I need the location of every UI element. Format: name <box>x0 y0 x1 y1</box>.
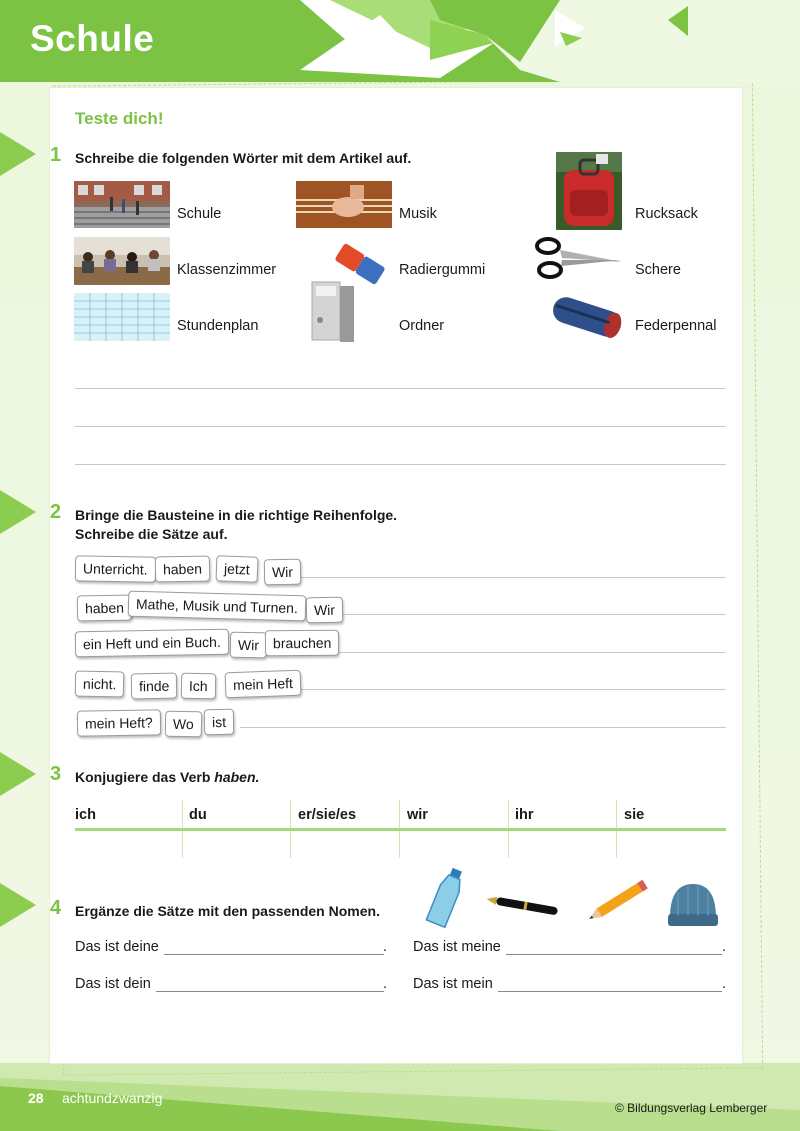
item-label: Schule <box>177 206 222 222</box>
period: . <box>722 976 727 992</box>
word-tile[interactable]: brauchen <box>265 630 340 657</box>
word-tile[interactable]: finde <box>131 673 178 700</box>
timetable-photo <box>74 293 170 341</box>
word-tile[interactable]: haben <box>155 556 210 583</box>
answer-cell-er-sie-es[interactable] <box>291 832 399 858</box>
answer-cell-du[interactable] <box>183 832 290 858</box>
fill-blank[interactable] <box>164 954 384 955</box>
fountain-pen-icon <box>484 894 568 918</box>
word-tile[interactable]: mein Heft? <box>77 709 161 736</box>
section-marker-2 <box>0 490 36 534</box>
word-tile[interactable]: ist <box>204 709 234 736</box>
answer-cell-ihr[interactable] <box>509 832 616 858</box>
page-number-word: achtundzwanzig <box>62 1090 163 1106</box>
table-header-rule <box>75 828 726 831</box>
table-header: ihr <box>515 807 534 823</box>
item-label: Ordner <box>399 318 445 334</box>
item-label: Stundenplan <box>177 318 259 334</box>
instruction-verb: haben. <box>214 769 260 785</box>
section-marker-4 <box>0 883 36 927</box>
answer-cell-wir[interactable] <box>400 832 508 858</box>
item-label: Klassenzimmer <box>177 262 277 278</box>
writing-line[interactable] <box>75 388 726 389</box>
backpack-photo <box>556 152 622 230</box>
exercise-number: 1 <box>50 144 62 166</box>
page-number: 28 <box>28 1090 44 1106</box>
sentence-prompt: Das ist mein <box>413 976 493 992</box>
word-tile[interactable]: ein Heft und ein Buch. <box>75 629 229 658</box>
item-label: Federpennal <box>635 318 717 334</box>
item-label: Musik <box>399 206 437 222</box>
water-bottle-icon <box>424 866 470 930</box>
pencil-icon <box>582 876 654 926</box>
period: . <box>383 976 388 992</box>
section-marker-3 <box>0 752 36 796</box>
exercise-number: 4 <box>50 897 62 919</box>
item-label: Schere <box>635 262 681 278</box>
instruction-text: Konjugiere das Verb <box>75 769 215 785</box>
word-tile[interactable]: Wir <box>230 632 267 659</box>
writing-line[interactable] <box>340 652 726 653</box>
sentence-prompt: Das ist dein <box>75 976 151 992</box>
fill-blank[interactable] <box>506 954 722 955</box>
pencil-case-photo <box>548 290 626 344</box>
sentence-prompt: Das ist deine <box>75 939 159 955</box>
word-tile[interactable]: Wir <box>306 597 343 624</box>
section-heading: Teste dich! <box>75 109 164 128</box>
exercise-instruction: Ergänze die Sätze mit den passenden Nomen. <box>75 903 380 919</box>
writing-line[interactable] <box>240 727 726 728</box>
table-header: ich <box>75 807 96 823</box>
word-tile[interactable]: Ich <box>181 673 216 700</box>
word-tile[interactable]: mein Heft <box>225 670 302 699</box>
answer-cell-ich[interactable] <box>75 832 182 858</box>
exercise-instruction: Bringe die Bausteine in die richtige Reihenfolge. <box>75 507 398 523</box>
knit-hat-icon <box>664 878 722 928</box>
writing-line[interactable] <box>330 614 726 615</box>
exercise-number: 3 <box>50 763 62 785</box>
page-title: Schule <box>30 18 155 59</box>
sentence-prompt: Das ist meine <box>413 939 501 955</box>
word-tile[interactable]: Wo <box>165 711 202 738</box>
exercise-number: 2 <box>50 501 62 523</box>
word-tile[interactable]: jetzt <box>216 555 259 582</box>
table-header: er/sie/es <box>298 807 357 823</box>
word-tile[interactable]: Wir <box>264 559 301 586</box>
fill-blank[interactable] <box>498 991 722 992</box>
binder-photo <box>308 280 358 344</box>
fill-blank[interactable] <box>156 991 384 992</box>
table-header: wir <box>407 807 428 823</box>
period: . <box>722 939 727 955</box>
writing-line[interactable] <box>75 426 726 427</box>
exercise-instruction: Schreibe die Sätze auf. <box>75 526 228 542</box>
scissors-photo <box>534 236 624 282</box>
writing-line[interactable] <box>300 689 726 690</box>
exercise-instruction <box>75 768 259 787</box>
table-header: sie <box>624 807 645 823</box>
classroom-photo <box>74 237 170 285</box>
answer-cell-sie[interactable] <box>617 832 726 858</box>
exercise-instruction: Schreibe die folgenden Wörter mit dem Artikel auf. <box>75 150 412 166</box>
table-header: du <box>189 807 207 823</box>
guitar-photo <box>296 181 392 228</box>
word-tile[interactable]: Mathe, Musik und Turnen. <box>128 591 306 622</box>
section-marker-1 <box>0 132 36 176</box>
item-label: Radiergummi <box>399 262 486 278</box>
school-building-photo <box>74 181 170 228</box>
word-tile[interactable]: Unterricht. <box>75 555 156 582</box>
writing-line[interactable] <box>75 464 726 465</box>
period: . <box>383 939 388 955</box>
copyright: © Bildungsverlag Lemberger <box>615 1101 768 1115</box>
item-label: Rucksack <box>635 206 698 222</box>
word-tile[interactable]: nicht. <box>75 671 125 698</box>
word-tile[interactable]: haben <box>77 595 132 622</box>
writing-line[interactable] <box>300 577 726 578</box>
